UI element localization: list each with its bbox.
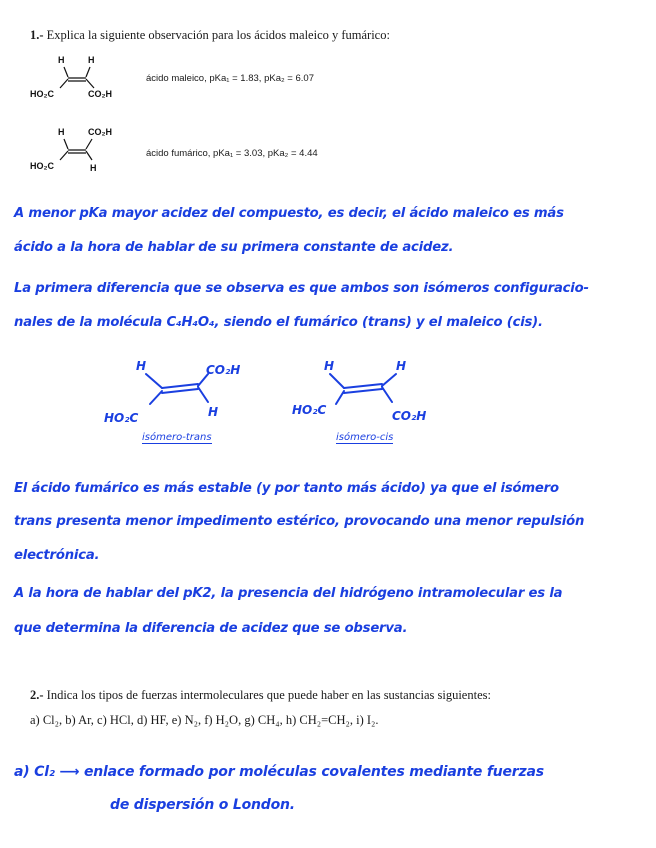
maleic-ho2c: HO₂C: [30, 89, 54, 99]
fumaric-ho2c: HO₂C: [30, 161, 54, 171]
maleic-h-right: H: [88, 55, 95, 65]
question-1-number: 1.-: [30, 28, 44, 42]
maleic-h-left: H: [58, 55, 65, 65]
cis-co2h: CO₂H: [392, 409, 427, 423]
answer-line-4: nales de la molécula C₄H₄O₄, siendo el fumárico (trans) y el maleico (cis).: [14, 315, 543, 330]
maleic-co2h: CO₂H: [88, 89, 112, 99]
answer-line-2: ácido a la hora de hablar de su primera constante de acidez.: [14, 240, 454, 255]
maleic-acid-label: ácido maleico, pKa₁ = 1.83, pKa₂ = 6.07: [146, 73, 314, 84]
answer-line-1: A menor pKa mayor acidez del compuesto, es decir, el ácido maleico es más: [14, 206, 564, 221]
question-2-number: 2.-: [30, 688, 44, 702]
answer-line-9: que determina la diferencia de acidez que se observa.: [14, 621, 408, 636]
answer2-line-2: de dispersión o London.: [110, 797, 295, 813]
cis-ho2c: HO₂C: [292, 403, 327, 417]
fumaric-acid-label: ácido fumárico, pKa₁ = 3.03, pKa₂ = 4.44: [146, 148, 318, 159]
fumaric-acid-structure: [28, 122, 138, 178]
answer-line-8: A la hora de hablar del pK2, la presencia del hidrógeno intramolecular es la: [14, 586, 563, 601]
question-1-text: Explica la siguiente observación para los ácidos maleico y fumárico:: [46, 28, 390, 42]
answer2-line-1: a) Cl₂ ⟶ enlace formado por moléculas covalentes mediante fuerzas: [14, 764, 544, 780]
cis-isomer-drawing: [288, 356, 458, 430]
cis-isomer-label: isómero-cis: [336, 432, 394, 443]
question-1: [30, 28, 390, 43]
answer-line-5: El ácido fumárico es más estable (y por tanto más ácido) ya que el isómero: [14, 481, 559, 496]
question-2-text: Indica los tipos de fuerzas intermoleculares que puede haber en las sustancias siguientes:: [46, 688, 491, 702]
cis-h-right: H: [396, 359, 407, 373]
trans-ho2c: HO₂C: [104, 411, 139, 425]
fumaric-h-bottom: H: [90, 163, 97, 173]
answer-line-7: electrónica.: [14, 548, 100, 563]
question-2-items: a) Cl₂, b) Ar, c) HCl, d) HF, e) N₂, f) H₂O, g) CH₄, h) CH₂=CH₂, i) I₂.: [30, 713, 379, 727]
fumaric-h-left: H: [58, 127, 65, 137]
question-2: [30, 688, 491, 703]
trans-h-bottom: H: [208, 405, 219, 419]
cis-h-left: H: [324, 359, 335, 373]
trans-isomer-drawing: [98, 356, 268, 430]
trans-co2h: CO₂H: [206, 363, 241, 377]
answer-line-3: La primera diferencia que se observa es que ambos son isómeros configuracio-: [14, 281, 589, 296]
fumaric-co2h: CO₂H: [88, 127, 112, 137]
answer-line-6: trans presenta menor impedimento estérico, provocando una menor repulsión: [14, 514, 585, 529]
maleic-acid-structure: [28, 50, 138, 102]
trans-isomer-label: isómero-trans: [142, 432, 212, 443]
trans-h-top: H: [136, 359, 147, 373]
